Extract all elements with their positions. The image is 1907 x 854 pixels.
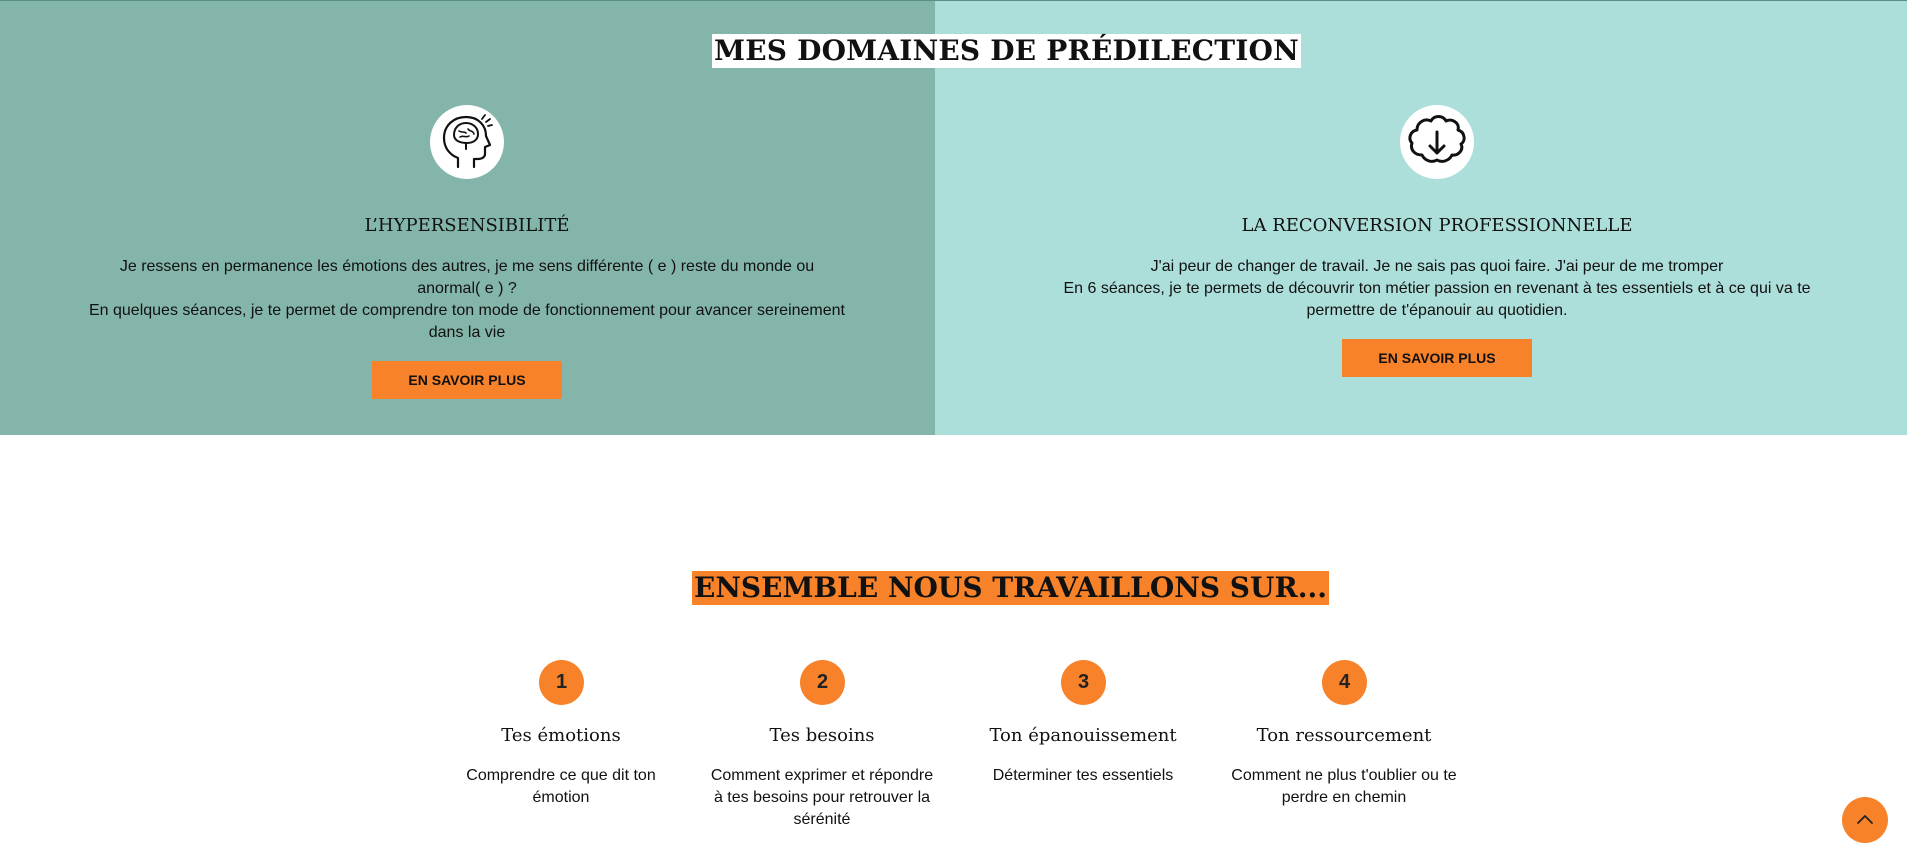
domain-description (87, 256, 847, 344)
learn-more-button[interactable]: EN SAVOIR PLUS (372, 361, 562, 399)
domain-description (1057, 256, 1817, 322)
learn-more-button[interactable]: EN SAVOIR PLUS (1342, 339, 1532, 377)
cloud-arrow-down-icon (1400, 105, 1474, 179)
step-title: Tes émotions (501, 725, 621, 746)
step-title: Ton ressourcement (1256, 725, 1432, 746)
brain-head-icon (430, 105, 504, 179)
step-description: Déterminer tes essentiels (992, 767, 1174, 784)
step-description: Comment exprimer et répondre à tes besoins pour retrouver la sérénité (710, 767, 934, 828)
domain-description-text: J'ai peur de changer de travail. Je ne sais pas quoi faire. J'ai peur de me tromper En 6 séances, je te permets de découvrir ton métier passion en revenant à tes essentiels et à ce qui va te permettre de t'épanouir au quotidien. (1063, 258, 1811, 319)
step-title: Tes besoins (769, 725, 875, 746)
step-description: Comprendre ce que dit ton émotion (466, 767, 656, 806)
domains-title: MES DOMAINES DE PRÉDILECTION (714, 34, 1299, 67)
top-divider (0, 0, 1907, 1)
domain-title: LA RECONVERSION PROFESSIONNELLE (1241, 215, 1633, 236)
step-number-badge: 1 (539, 660, 584, 705)
step-number-badge: 2 (800, 660, 845, 705)
step-number-badge: 4 (1322, 660, 1367, 705)
chevron-up-icon (1842, 797, 1888, 843)
step-number-badge: 3 (1061, 660, 1106, 705)
scroll-to-top-button[interactable] (1842, 797, 1888, 843)
together-title: ENSEMBLE NOUS TRAVAILLONS SUR... (694, 571, 1327, 604)
domain-description-text: Je ressens en permanence les émotions des autres, je me sens différente ( e ) reste du monde ou anormal( e ) ? En quelques séances, je te permet de comprendre ton mode de fonctionnement pour avancer sereinement dans la vie (88, 258, 845, 341)
domain-title: L’HYPERSENSIBILITÉ (364, 215, 570, 236)
step-description: Comment ne plus t'oublier ou te perdre en chemin (1231, 767, 1457, 806)
step-title: Ton épanouissement (989, 725, 1177, 746)
